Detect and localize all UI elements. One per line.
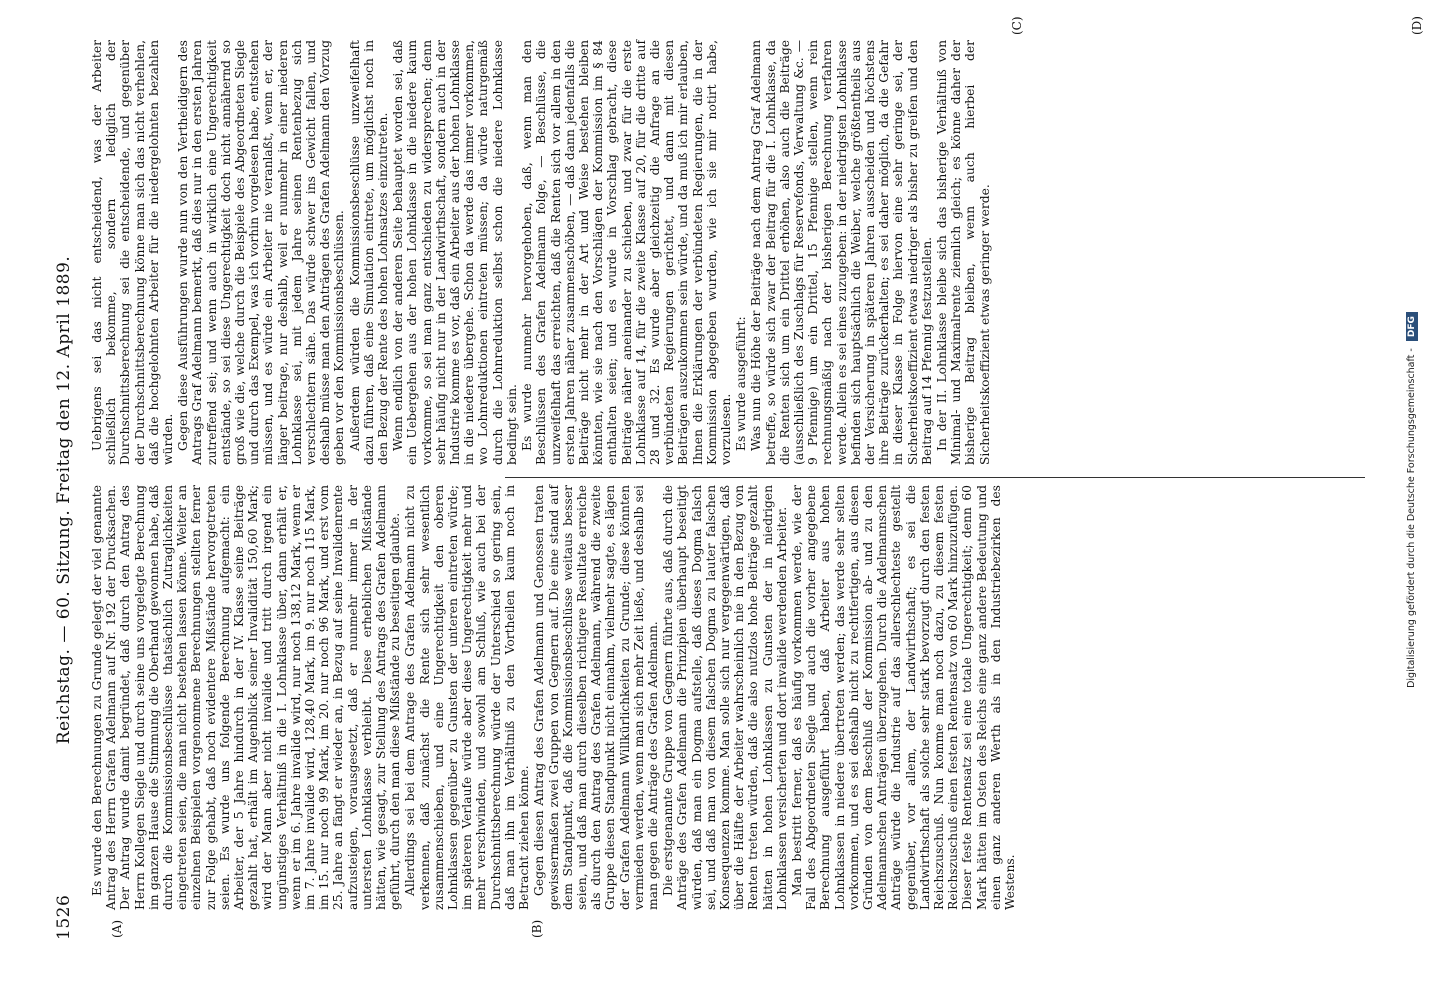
paragraph: Allerdings sei bei dem Antrage des Grafen Adelmann nicht zu verkennen, daß zunächst die Rente sich sehr wesentlich zusammenschieben, und eine Ungerechtigkeit den oberen Lohnklassen gegenüber zu Gunsten der unteren eintreten würde; im späteren Verlaufe würde aber diese Ungerechtigkeit mehr und mehr verschwinden, und sowohl am Schluß, wie auch bei der Durchschnittsberechnung würde der Unterschied so gering sein, daß man ihn im Verhältniß zu den Vortheilen kaum noch in Betracht ziehen könne. [403, 485, 532, 910]
paragraph: Man bestritt ferner, daß es häufig vorkommen werde, wie der Fall des Abgeordneten Siegle und auch die vorher angegebene Berechnung ausgeführt haben, daß Arbeiter aus hohen Lohnklassen in niedere übertreten werden; das werde sehr selten vorkommen, und es sei deshalb nicht zu rechtfertigen, aus diesen Gründen von dem Beschluß der Kommission ab- und zu den Adelmannschen Anträgen überzugehen. Durch die Adelmannschen Anträge würde die Industrie auf das allerschlechteste gestellt gegenüber, vor allem, der Landwirthschaft; es sei die Landwirthschaft als solche sehr stark bevorzugt durch den festen Reichszuschuß. Nun komme man noch dazu, zu diesem festen Reichszuschuß einen festen Rentensatz von 60 Mark hinzuzufügen. Dieser feste Rentensatz sei eine totale Ungerechtigkeit; denn 60 Mark hätten im Osten des Reichs eine ganz andere Bedeutung und einen ganz anderen Werth als in den Industriebezirken des Westens. [789, 485, 1017, 910]
paragraph: Es wurde den Berechnungen zu Grunde gelegt der viel genannte Antrag des Herrn Grafen Adelmann auf Nr. 192 der Drucksachen. Der Antrag wurde damit begründet, daß durch den Antrag des Herrn Kollegen Siegle und durch seine uns vorgelegte Berechnung im ganzen Hause die Stimmung die Oberhand gewonnen habe, daß durch die Kommissionsbeschlüsse thatsächlich Zutraglichkeiten eingetreten seien, die man nicht bestehen lassen könne. Weiter an einzelnen Beispielen vorgenommene Berechnungen stellten ferner zur Folge gehabt, daß noch evidentere Mißstände hervorgetreten seien. Es wurde uns folgende Berechnung aufgemacht: ein Arbeiter, der 5 Jahre hindurch in der IV. Klasse seine Beiträge gezahlt hat, erhält im Augenblick seiner Invalidität 150,60 Mark; wird der Mann aber nicht invalide und tritt durch irgend ein ungünstiges Verhältniß in die I. Lohnklasse über, dann erhält er, wenn er im 6. Jahre invalide wird, nur noch 138,12 Mark, wenn er im 7. Jahre invalide wird, 128,40 Mark, im 9. nur noch 115 Mark, im 15. nur noch 99 Mark, im 20. nur noch 96 Mark, und erst vom 25. Jahre an fängt er wieder an, in Bezug auf seine Invalidenrente aufzusteigen, vorausgesetzt, daß er nunmehr immer in der untersten Lohnklasse verbleibt. Diese erheblichen Mißstände hätten, wie gesagt, zur Stellung des Antrags des Grafen Adelmann geführt, durch den man diese Mißstände zu beseitigen glaubte. [90, 485, 403, 910]
page-number: 1526 [54, 894, 74, 940]
column-divider [505, 477, 1365, 478]
margin-marker-c: (C) [1010, 16, 1024, 35]
paragraph: Außerdem würden die Kommissionsbeschlüsse unzweifelhaft dazu führen, daß eine Simulation eintrete, um möglichst noch in den Bezug der Rente des hohen Lohnsatzes einzutreten. [347, 40, 391, 465]
left-text-column [90, 485, 1017, 910]
margin-marker-a: (A) [110, 919, 124, 938]
paragraph: In der II. Lohnklasse bleibe sich das bisherige Verhältniß von Minimal- und Maximalrente ziemlich gleich; es könne daher der bisherige Beitrag bleiben, wenn auch hierbei der Sicherheitskoeffizient etwas geringer werde. [934, 40, 992, 465]
paragraph: Es wurde ausgeführt: [734, 316, 749, 451]
right-text-column [90, 40, 992, 465]
margin-marker-b: (B) [530, 919, 544, 938]
page-header [50, 40, 80, 960]
paragraph: Gegen diese Ausführungen wurde nun von den Vertheidigern des Antrags Graf Adelmann bemerkt, daß dies nur in den ersten Jahren zutreffend sei; und wenn auch in wirklich eine Ungerechtigkeit entstände, so sei diese Ungerechtigkeit doch nicht annähernd so groß wie die, welche durch die Beispiele des Abgeordneten Siegle und durch das Exempel, was ich vorhin vorgelesen habe, entstehen müssen, und es würde ein Arbeiter nie veranlaßt, wenn er, der länger beitrage, nur deshalb, weil er nunmehr in einer niederen Lohnklasse sei, mit jedem Jahre seinen Rentenbezug sich verschlechtern sähe. Das würde schwer ins Gewicht fallen, und deshalb müsse man den Anträgen des Grafen Adelmann den Vorzug geben vor den Kommissionsbeschlüssen. [176, 40, 347, 465]
paragraph: Gegen diesen Antrag des Grafen Adelmann und Genossen traten gewissermaßen zwei Gruppen von Gegnern auf. Die eine stand auf dem Standpunkt, daß die Kommissionsbeschlüsse weitaus besser seien, und daß man durch dieselben richtigere Resultate erreiche als durch den Antrag des Grafen Adelmann, während die zweite Gruppe diesen Standpunkt nicht einnahm, vielmehr sagte, es lägen der Grafen Adelmann Willkürlichkeiten zu Grunde; diese könnten vermieden werden, wenn man sich mehr Zeit ließe, und deshalb sei man gegen die Anträge des Grafen Adelmann. [532, 485, 660, 910]
paragraph: Es wurde nunmehr hervorgehoben, daß, wenn man den Beschlüssen des Grafen Adelmann folge, — Beschlüsse, die unzweifelhaft das erreichten, daß die Renten sich vor allem in den ersten Jahren näher zusammenschöben, — daß dann jedenfalls die Beiträge nicht mehr in der Art und Weise bestehen bleiben könnten, wie sie nach den Vorschlägen der Kommission im § 84 enthalten seien; und es wurde in Vorschlag gebracht, diese Beiträge näher aneinander zu schieben, und zwar für die erste Lohnklasse auf 14, für die zweite Klasse auf 20, für die dritte auf 28 und 32. Es wurde aber gleichzeitig die Anfrage an die verbündeten Regierungen gerichtet, und dann mit diesen Beiträgen auszukommen sein würde, und da muß ich mir erlauben, Ihnen die Erklärungen der verbündeten Regierungen, die in der Kommission abgegeben wurden, wie ich sie mir notirt habe, vorzulesen. [520, 40, 733, 465]
digitization-footer [1406, 0, 1432, 1000]
running-title: Reichstag. — 60. Sitzung. Freitag den 12. April 1889. [54, 255, 74, 745]
paragraph: Was nun die Höhe der Beiträge nach dem Antrag Graf Adelmann betreffe, so würde sich zwar der Beitrag für die I. Lohnklasse, da die Renten sich um ein Drittel erhöhen, also auch die Beiträge (ausschließlich des Zuschlags für Reservefonds, Verwaltung &c. — 9 Pfennige) um ein Drittel, 15 Pfennige stellen, wenn rein rechnungsmäßig nach der bisherigen Berechnung verfahren werde. Allein es sei eines zuzugeben: in der niedrigsten Lohnklasse befinden sich hauptsächlich die Weiber, welche größtentheils aus der Versicherung in späteren Jahren ausscheiden und höchstens ihre Beiträge zurückerhalten; es sei daher möglich, da die Gefahr in dieser Klasse in Folge hiervon eine sehr geringe sei, der Sicherheitskoeffizient etwas niedriger als bisher zu greifen und den Beitrag auf 14 Pfennig festzustellen. [749, 40, 934, 465]
dfg-logo: DFG [1406, 312, 1418, 341]
paragraph: Die erstgenannte Gruppe von Gegnern führte aus, daß durch die Anträge des Grafen Adelmann die Prinzipien überhaupt beseitigt würden, daß man ein Dogma aufstelle, daß dieses Dogma falsch sei, und daß man von diesem falschen Dogma zu lauter falschen Konsequenzen komme. Man solle sich nur vergegenwärtigen, daß über die Hälfte der Arbeiter wahrscheinlich nie in den Bezug von Renten treten würden, daß die also nutzlos hohe Beiträge gezahlt hätten in hohen Lohnklassen zu Gunsten der in niedrigen Lohnklassen versicherten und dort invalide werdenden Arbeiter. [661, 485, 789, 910]
margin-marker-d: (D) [1410, 16, 1424, 35]
footer-text: Digitalisierung gefördert durch die Deutsche Forschungsgemeinschaft - [1406, 348, 1417, 688]
paragraph: Wenn endlich von der anderen Seite behauptet worden sei, daß ein Uebergehen aus der hohen Lohnklasse in die niedere kaum vorkomme, so sei man ganz entschieden zu widersprechen; denn sehr häufig nicht nur in der Landwirthschaft, sondern auch in der Industrie komme es vor, daß ein Arbeiter aus der hohen Lohnklasse in die niedere übergehe. Schon da werde das immer vorkommen, wo Lohnreduktionen eintreten müssen; da würde naturgemäß durch die Lohnreduktion selbst schon die niedere Lohnklasse bedingt sein. [391, 40, 519, 465]
paragraph: Uebrigens sei das nicht entscheidend, was der Arbeiter schließlich bekomme, sondern lediglich der Durchschnittsberechnung sei die entscheidende, und gegenüber der Durchschnittsberechnung könne man sich das nicht verhehlen, daß die hochgelohnten Arbeiter für die niedergelohnten bezahlen würden. [90, 40, 176, 465]
